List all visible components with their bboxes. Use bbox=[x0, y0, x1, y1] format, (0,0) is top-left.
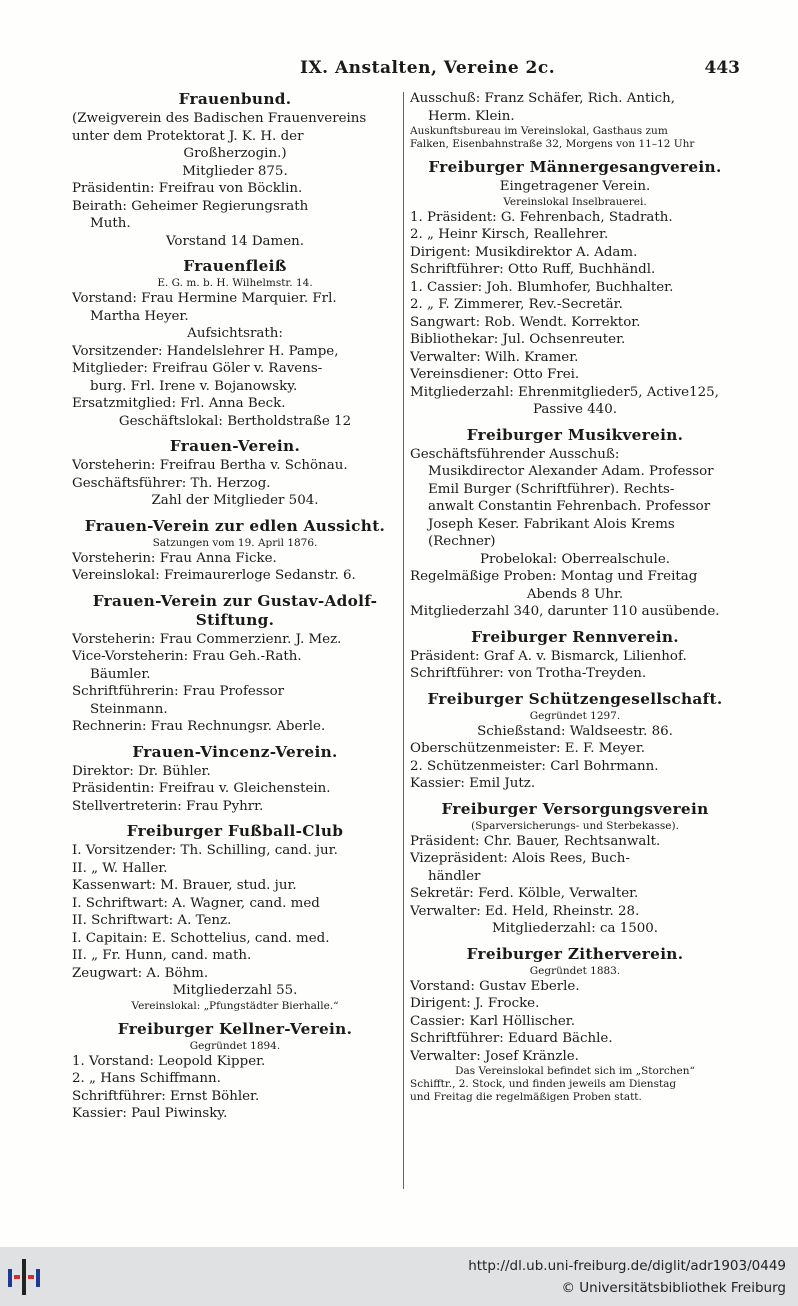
entry-line: Großherzogin.) bbox=[183, 146, 287, 161]
entry-title: Frauenfleiß bbox=[183, 257, 287, 275]
entry-line: Eingetragener Verein. bbox=[499, 179, 651, 194]
entry-line: II. Schriftwart: A. Tenz. bbox=[72, 913, 232, 928]
viewer-footer bbox=[0, 1247, 798, 1306]
left-column bbox=[72, 90, 398, 1130]
entry-line: (Sparversicherungs- und Sterbekasse). bbox=[471, 819, 679, 832]
entry-line: 2. „ Hans Schiffmann. bbox=[72, 1071, 221, 1086]
entry-line: (Rechner) bbox=[428, 534, 496, 549]
entry-line: Mitglieder 875. bbox=[182, 163, 288, 179]
entry-line: I. Schriftwart: A. Wagner, cand. med bbox=[72, 895, 320, 911]
entry-line: Musikdirector Alexander Adam. Professor bbox=[428, 464, 714, 479]
entry-line: Das Vereinslokal befindet sich im „Storchen“ bbox=[455, 1065, 695, 1077]
entry-line: Bibliothekar: Jul. Ochsenreuter. bbox=[410, 332, 626, 347]
entry-line: Geschäftsführer: Th. Herzog. bbox=[72, 475, 271, 491]
entry-line: Vereinslokal: Freimaurerloge Sedanstr. 6. bbox=[72, 568, 356, 583]
directory-entry bbox=[72, 517, 398, 585]
entry-line: Rechnerin: Frau Rechnungsr. Aberle. bbox=[72, 719, 326, 734]
entry-line: 2. „ F. Zimmerer, Rev.-Secretär. bbox=[410, 297, 623, 312]
directory-entry bbox=[410, 690, 740, 793]
entry-line: Schießstand: Waldseestr. 86. bbox=[477, 723, 673, 739]
entry-title: Freiburger Zitherverein. bbox=[466, 944, 684, 963]
entry-line: Vice-Vorsteherin: Frau Geh.-Rath. bbox=[72, 649, 302, 664]
entry-line: Vorsitzender: Handelslehrer H. Pampe, bbox=[72, 343, 339, 359]
directory-entry bbox=[72, 90, 398, 250]
directory-entry bbox=[72, 592, 398, 736]
directory-entry bbox=[72, 257, 398, 430]
entry-line: Falken, Eisenbahnstraße 32, Morgens von 11–12 Uhr bbox=[410, 138, 695, 150]
entry-line: Mitgliederzahl: ca 1500. bbox=[491, 921, 659, 936]
right-column bbox=[410, 90, 740, 1111]
entry-line: II. „ W. Haller. bbox=[72, 860, 168, 876]
entry-line: E. G. m. b. H. Wilhelmstr. 14. bbox=[157, 277, 313, 289]
page-number: 443 bbox=[704, 58, 740, 78]
entry-title: Freiburger Schützengesellschaft. bbox=[427, 689, 723, 708]
directory-entry bbox=[410, 158, 740, 419]
entry-line: Joseph Keser. Fabrikant Alois Krems bbox=[428, 516, 675, 532]
entry-line: Vereinsdiener: Otto Frei. bbox=[410, 367, 580, 382]
entry-line: Zeugwart: A. Böhm. bbox=[72, 965, 209, 981]
entry-line: Martha Heyer. bbox=[90, 308, 189, 324]
copyright-notice: © Universitätsbibliothek Freiburg bbox=[561, 1280, 786, 1296]
entry-line: Vorstand 14 Damen. bbox=[165, 233, 305, 249]
entry-line: Abends 8 Uhr. bbox=[526, 586, 624, 602]
entry-line: Vorstand: Frau Hermine Marquier. Frl. bbox=[72, 291, 337, 306]
entry-line: Vereinslokal Inselbrauerei. bbox=[503, 195, 647, 208]
entry-line: Dirigent: Musikdirektor A. Adam. bbox=[410, 244, 638, 260]
directory-entry bbox=[72, 1020, 398, 1123]
entry-title: Freiburger Rennverein. bbox=[471, 627, 679, 646]
entry-line: Beirath: Geheimer Regierungsrath bbox=[72, 198, 309, 214]
entry-line: Dirigent: J. Frocke. bbox=[410, 996, 540, 1011]
entry-line: Auskunftsbureau im Vereinslokal, Gasthaus zum bbox=[410, 125, 668, 137]
document-url-link[interactable]: http://dl.ub.uni-freiburg.de/diglit/adr1903/0449 bbox=[468, 1258, 786, 1274]
entry-line: Geschäftsführender Ausschuß: bbox=[410, 446, 620, 462]
entry-line: Kassier: Paul Piwinsky. bbox=[72, 1106, 228, 1121]
directory-entry bbox=[72, 437, 398, 510]
entry-line: Verwalter: Ed. Held, Rheinstr. 28. bbox=[410, 903, 640, 919]
entry-line: Probelokal: Oberrealschule. bbox=[479, 551, 670, 567]
entry-line: Vereinslokal: „Pfungstädter Bierhalle.“ bbox=[131, 999, 339, 1012]
entry-line: 2. Schützenmeister: Carl Bohrmann. bbox=[410, 758, 659, 774]
entry-line: Vorstand: Gustav Eberle. bbox=[410, 978, 580, 994]
entry-line: Schriftführer: Ernst Böhler. bbox=[72, 1088, 260, 1104]
entry-line: Gegründet 1297. bbox=[529, 709, 621, 722]
entry-line: Aufsichtsrath: bbox=[187, 326, 283, 341]
entry-line: Vorsteherin: Frau Anna Ficke. bbox=[72, 550, 277, 566]
entry-title: Freiburger Versorgungsverein bbox=[441, 799, 709, 818]
entry-line: anwalt Constantin Fehrenbach. Professor bbox=[428, 499, 711, 514]
entry-line: Vizepräsident: Alois Rees, Buch- bbox=[410, 851, 630, 866]
entry-line: burg. Frl. Irene v. Bojanowsky. bbox=[90, 378, 298, 394]
entry-line: Satzungen vom 19. April 1876. bbox=[152, 536, 318, 549]
entry-line: Regelmäßige Proben: Montag und Freitag bbox=[410, 569, 698, 584]
entry-line: Geschäftslokal: Bertholdstraße 12 bbox=[118, 413, 352, 429]
entry-line: Gegründet 1883. bbox=[529, 964, 621, 977]
entry-line: Sekretär: Ferd. Kölble, Verwalter. bbox=[410, 886, 639, 901]
entry-line: Muth. bbox=[90, 216, 131, 231]
entry-line: Steinmann. bbox=[90, 701, 168, 717]
entry-line: und Freitag die regelmäßigen Proben statt. bbox=[410, 1091, 642, 1103]
entry-line: 2. „ Heinr Kirsch, Reallehrer. bbox=[410, 227, 609, 242]
entry-line: Mitglieder: Freifrau Göler v. Ravens- bbox=[72, 361, 323, 376]
ub-freiburg-logo-icon bbox=[8, 1259, 40, 1295]
entry-line: Ausschuß: Franz Schäfer, Rich. Antich, bbox=[410, 91, 676, 106]
entry-line: Schriftführer: von Trotha-Treyden. bbox=[410, 666, 647, 681]
entry-line: händler bbox=[428, 868, 481, 884]
entry-line: Mitgliederzahl: Ehrenmitglieder5, Active125, bbox=[410, 384, 719, 400]
entry-line: Vorsteherin: Frau Commerzienr. J. Mez. bbox=[72, 631, 342, 647]
entry-line: Emil Burger (Schriftführer). Rechts- bbox=[428, 481, 675, 497]
entry-line: I. Capitain: E. Schottelius, cand. med. bbox=[72, 930, 330, 946]
entry-line: Verwalter: Wilh. Kramer. bbox=[410, 349, 579, 365]
directory-entry bbox=[410, 426, 740, 621]
entry-line: (Zweigverein des Badischen Frauenvereins bbox=[72, 111, 367, 126]
directory-entry bbox=[410, 90, 740, 151]
entry-line: Sangwart: Rob. Wendt. Korrektor. bbox=[410, 314, 641, 330]
entry-line: Mitgliederzahl 55. bbox=[172, 983, 298, 998]
entry-line: Schifftr., 2. Stock, und finden jeweils am Dienstag bbox=[410, 1078, 677, 1090]
entry-line: Cassier: Karl Höllischer. bbox=[410, 1013, 575, 1029]
directory-entry bbox=[72, 743, 398, 816]
entry-line: Herm. Klein. bbox=[428, 108, 515, 124]
entry-line: Passive 440. bbox=[533, 402, 617, 417]
entry-line: Präsidentin: Freifrau von Böcklin. bbox=[72, 181, 303, 196]
entry-line: Oberschützenmeister: E. F. Meyer. bbox=[410, 741, 646, 756]
entry-title: Freiburger Kellner-Verein. bbox=[117, 1019, 353, 1038]
directory-entry bbox=[410, 945, 740, 1105]
entry-title: Frauen-Verein zur Gustav-Adolf-Stiftung. bbox=[92, 591, 378, 629]
entry-line: Präsident: Chr. Bauer, Rechtsanwalt. bbox=[410, 833, 661, 849]
entry-line: Kassier: Emil Jutz. bbox=[410, 776, 536, 791]
entry-line: Kassenwart: M. Brauer, stud. jur. bbox=[72, 878, 297, 893]
entry-line: Präsidentin: Freifrau v. Gleichenstein. bbox=[72, 781, 331, 796]
entry-line: Zahl der Mitglieder 504. bbox=[151, 493, 319, 508]
entry-line: Schriftführer: Eduard Bächle. bbox=[410, 1031, 613, 1046]
directory-entry bbox=[72, 822, 398, 1013]
entry-line: 1. Vorstand: Leopold Kipper. bbox=[72, 1053, 266, 1069]
entry-line: Bäumler. bbox=[90, 666, 151, 682]
entry-line: 1. Cassier: Joh. Blumhofer, Buchhalter. bbox=[410, 279, 674, 295]
directory-entry bbox=[410, 800, 740, 938]
entry-title: Frauenbund. bbox=[178, 90, 292, 108]
entry-title: Frauen-Verein zur edlen Aussicht. bbox=[84, 516, 386, 535]
entry-title: Frauen-Vincenz-Verein. bbox=[132, 742, 338, 761]
entry-line: Präsident: Graf A. v. Bismarck, Lilienhof. bbox=[410, 648, 687, 664]
entry-title: Frauen-Verein. bbox=[169, 437, 301, 455]
entry-line: Verwalter: Josef Kränzle. bbox=[410, 1048, 579, 1064]
entry-title: Freiburger Fußball-Club bbox=[126, 822, 344, 840]
entry-line: unter dem Protektorat J. K. H. der bbox=[72, 128, 304, 144]
column-divider bbox=[403, 92, 404, 1189]
entry-line: I. Vorsitzender: Th. Schilling, cand. jur. bbox=[72, 843, 338, 858]
entry-line: Mitgliederzahl 340, darunter 110 ausübende. bbox=[410, 604, 720, 619]
entry-line: Direktor: Dr. Bühler. bbox=[72, 763, 211, 779]
running-header-title: IX. Anstalten, Vereine 2c. bbox=[300, 58, 556, 78]
entry-line: 1. Präsident: G. Fehrenbach, Stadrath. bbox=[410, 209, 673, 225]
entry-line: Vorsteherin: Freifrau Bertha v. Schönau. bbox=[72, 458, 348, 473]
entry-line: Gegründet 1894. bbox=[189, 1039, 281, 1052]
entry-line: Schriftführerin: Frau Professor bbox=[72, 684, 285, 699]
entry-title: Freiburger Musikverein. bbox=[466, 425, 684, 444]
entry-line: II. „ Fr. Hunn, cand. math. bbox=[72, 948, 252, 963]
entry-line: Schriftführer: Otto Ruff, Buchhändl. bbox=[410, 262, 656, 277]
entry-line: Stellvertreterin: Frau Pyhrr. bbox=[72, 798, 264, 814]
directory-entry bbox=[410, 628, 740, 683]
entry-line: Ersatzmitglied: Frl. Anna Beck. bbox=[72, 396, 286, 411]
entry-title: Freiburger Männergesangverein. bbox=[428, 158, 722, 176]
page-header bbox=[0, 58, 798, 84]
